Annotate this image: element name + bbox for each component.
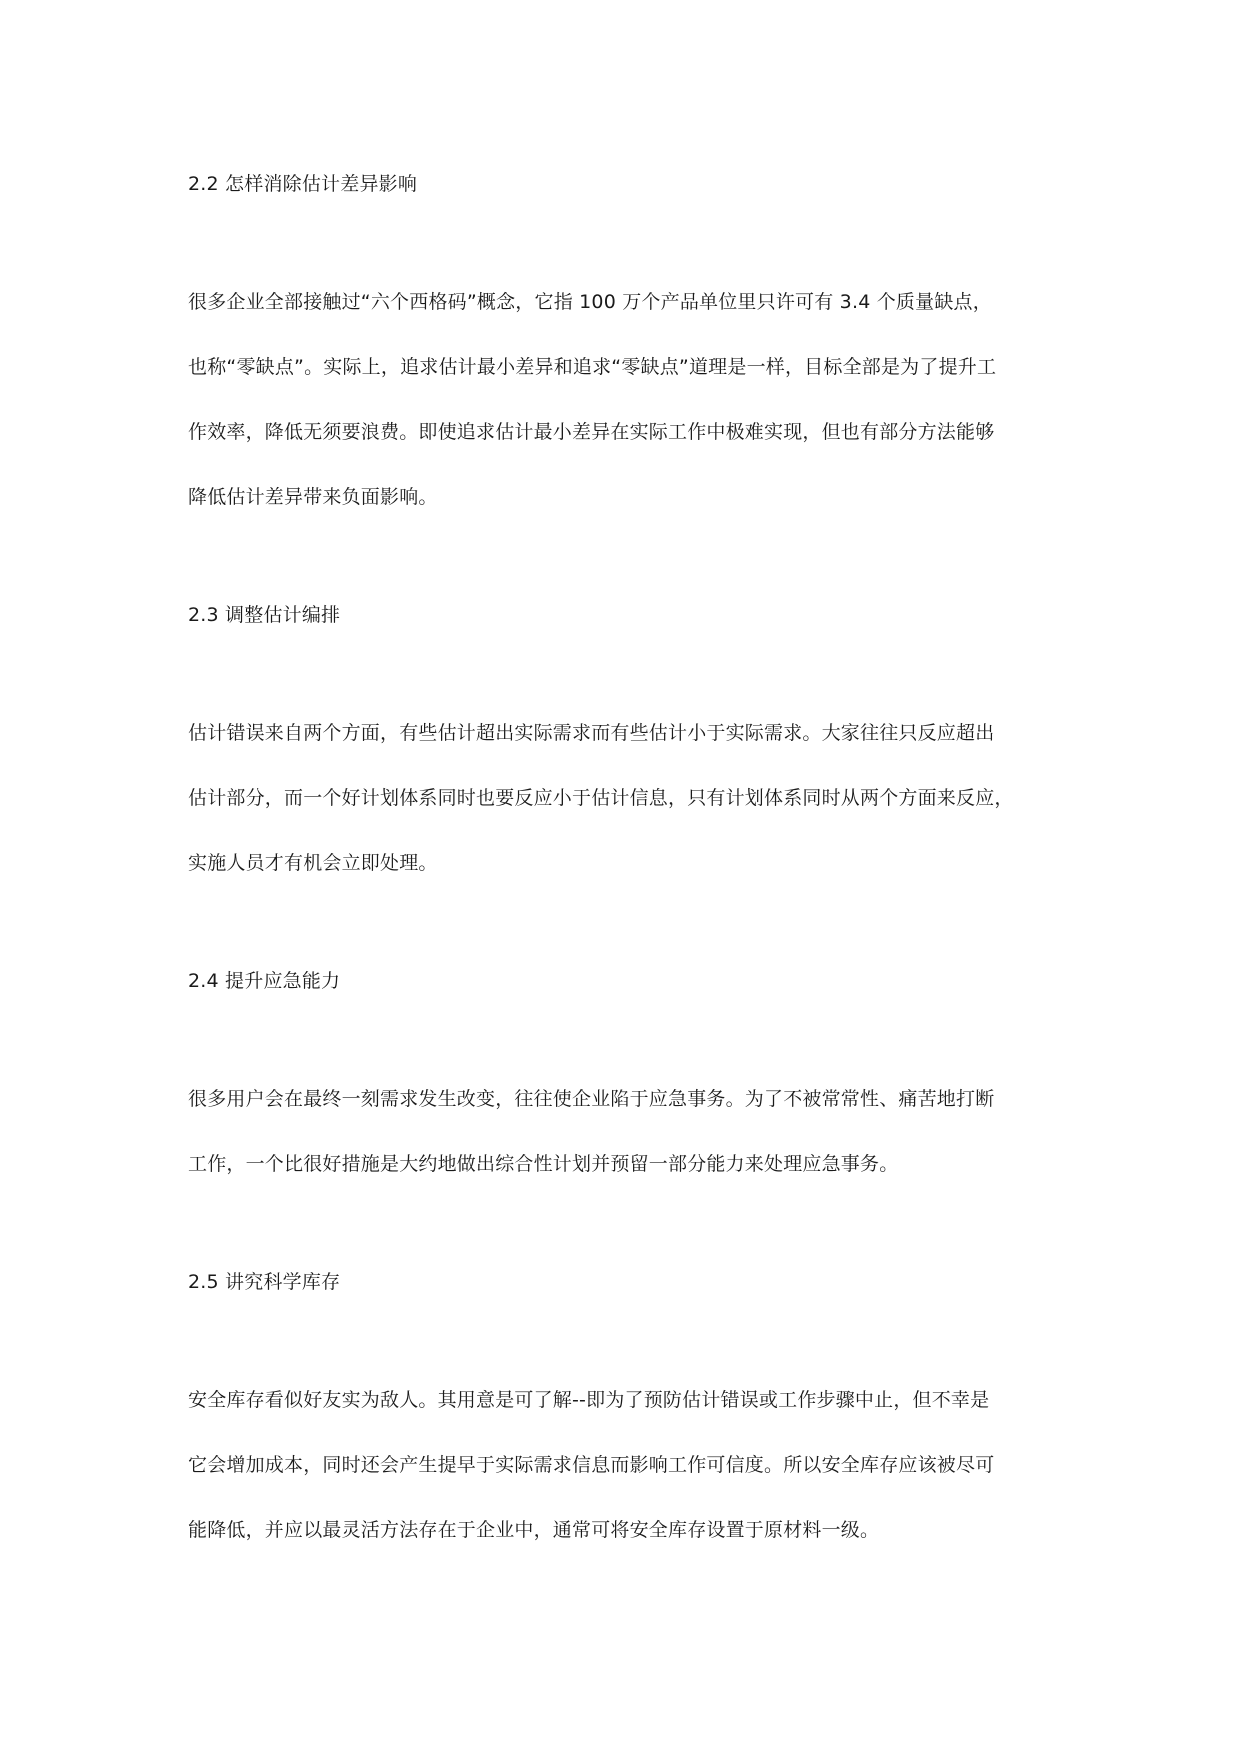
paragraph-line: 安全库存看似好友实为敌人。其用意是可了解--即为了预防估计错误或工作步骤中止，但不幸是: [188, 1389, 990, 1411]
paragraph-line: 工作，一个比很好措施是大约地做出综合性计划并预留一部分能力来处理应急事务。: [188, 1153, 899, 1175]
section-heading-2-2: 2.2 怎样消除估计差异影响: [188, 173, 418, 195]
paragraph-line: 实施人员才有机会立即处理。: [188, 852, 438, 874]
section-heading-2-5: 2.5 讲究科学库存: [188, 1271, 341, 1293]
paragraph-line: 它会增加成本，同时还会产生提早于实际需求信息而影响工作可信度。所以安全库存应该被尽可: [188, 1454, 995, 1476]
paragraph-line: 估计错误来自两个方面，有些估计超出实际需求而有些估计小于实际需求。大家往往只反应超出: [188, 722, 995, 744]
section-heading-2-3: 2.3 调整估计编排: [188, 604, 341, 626]
paragraph-line: 降低估计差异带来负面影响。: [188, 486, 438, 508]
paragraph-line: 能降低，并应以最灵活方法存在于企业中，通常可将安全库存设置于原材料一级。: [188, 1519, 880, 1541]
section-heading-2-4: 2.4 提升应急能力: [188, 970, 341, 992]
paragraph-line: 也称“零缺点”。实际上，追求估计最小差异和追求“零缺点”道理是一样，目标全部是为了提升工: [188, 356, 997, 378]
paragraph-line: 估计部分，而一个好计划体系同时也要反应小于估计信息，只有计划体系同时从两个方面来反应，: [188, 787, 1014, 809]
paragraph-line: 很多企业全部接触过“六个西格码”概念，它指 100 万个产品单位里只许可有 3.4 个质量缺点，: [188, 291, 992, 313]
paragraph-line: 很多用户会在最终一刻需求发生改变，往往使企业陷于应急事务。为了不被常常性、痛苦地打断: [188, 1088, 995, 1110]
paragraph-line: 作效率，降低无须要浪费。即使追求估计最小差异在实际工作中极难实现，但也有部分方法能够: [188, 421, 995, 443]
